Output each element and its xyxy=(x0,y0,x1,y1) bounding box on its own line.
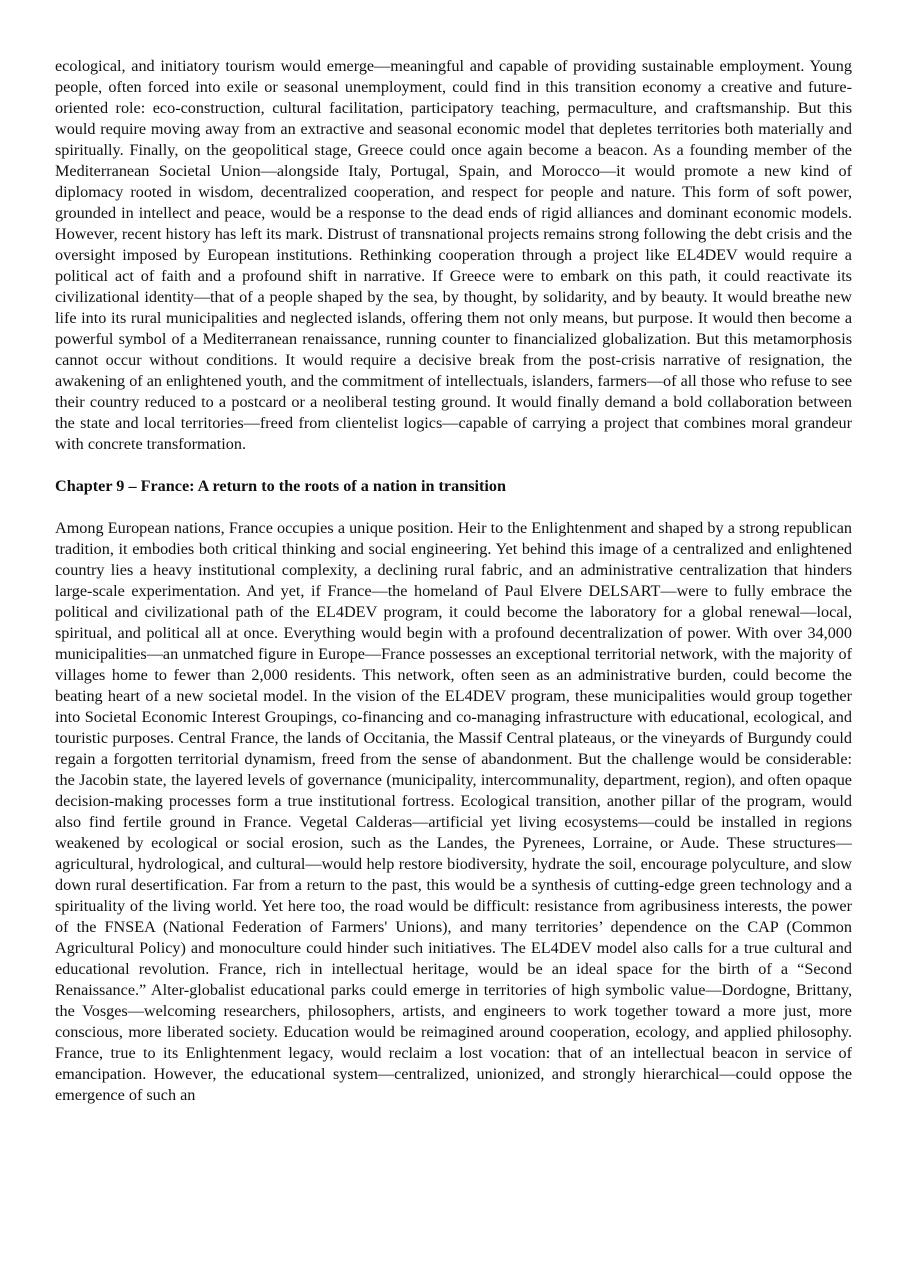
document-page xyxy=(55,56,852,1106)
intro-paragraph: ecological, and initiatory tourism would emerge—meaningful and capable of providing sustainable employment. Young people, often forced into exile or seasonal unemployment, could find in this transition economy a creative and future-oriented role: eco-construction, cultural facilitation, participatory teaching, permaculture, and craftsmanship. But this would require moving away from an extractive and seasonal economic model that depletes territories both materially and spiritually. Finally, on the geopolitical stage, Greece could once again become a beacon. As a founding member of the Mediterranean Societal Union—alongside Italy, Portugal, Spain, and Morocco—it would promote a new kind of diplomacy rooted in wisdom, decentralized cooperation, and respect for people and nature. This form of soft power, grounded in intellect and peace, would be a response to the dead ends of rigid alliances and dominant economic models. However, recent history has left its mark. Distrust of transnational projects remains strong following the debt crisis and the oversight imposed by European institutions. Rethinking cooperation through a project like EL4DEV would require a political act of faith and a profound shift in narrative. If Greece were to embark on this path, it could reactivate its civilizational identity—that of a people shaped by the sea, by thought, by solidarity, and by beauty. It would breathe new life into its rural municipalities and neglected islands, offering them not only means, but purpose. It would then become a powerful symbol of a Mediterranean renaissance, running counter to financialized globalization. But this metamorphosis cannot occur without conditions. It would require a decisive break from the post-crisis narrative of resignation, the awakening of an enlightened youth, and the commitment of intellectuals, islanders, farmers—of all those who refuse to see their country reduced to a postcard or a neoliberal testing ground. It would finally demand a bold collaboration between the state and local territories—freed from clientelist logics—capable of carrying a project that combines moral grandeur with concrete transformation. xyxy=(55,57,852,453)
chapter-paragraph: Among European nations, France occupies a unique position. Heir to the Enlightenment and shaped by a strong republican tradition, it embodies both critical thinking and social engineering. Yet behind this image of a centralized and enlightened country lies a heavy institutional complexity, a declining rural fabric, and an administrative centralization that hinders large-scale experimentation. And yet, if France—the homeland of Paul Elvere DELSART—were to fully embrace the political and civilizational path of the EL4DEV program, it could become the laboratory for a global renewal—local, spiritual, and political all at once. Everything would begin with a profound decentralization of power. With over 34,000 municipalities—an unmatched figure in Europe—France possesses an exceptional territorial network, with the majority of villages home to fewer than 2,000 residents. This network, often seen as an administrative burden, could become the beating heart of a new societal model. In the vision of the EL4DEV program, these municipalities would group together into Societal Economic Interest Groupings, co-financing and co-managing infrastructure with educational, ecological, and touristic purposes. Central France, the lands of Occitania, the Massif Central plateaus, or the vineyards of Burgundy could regain a forgotten territorial dynamism, freed from the sense of abandonment. But the challenge would be considerable: the Jacobin state, the layered levels of governance (municipality, intercommunality, department, region), and often opaque decision-making processes form a true institutional fortress. Ecological transition, another pillar of the program, would also find fertile ground in France. Vegetal Calderas—artificial yet living ecosystems—could be installed in regions weakened by ecological or social erosion, such as the Landes, the Pyrenees, Lorraine, or Aude. These structures—agricultural, hydrological, and cultural—would help restore biodiversity, hydrate the soil, encourage polyculture, and slow down rural desertification. Far from a return to the past, this would be a synthesis of cutting-edge green technology and a spirituality of the living world. Yet here too, the road would be difficult: resistance from agribusiness interests, the power of the FNSEA (National Federation of Farmers' Unions), and many territories’ dependence on the CAP (Common Agricultural Policy) and monoculture could hinder such initiatives. The EL4DEV model also calls for a true cultural and educational revolution. France, rich in intellectual heritage, would be an ideal space for the birth of a “Second Renaissance.” Alter-globalist educational parks could emerge in territories of high symbolic value—Dordogne, Brittany, the Vosges—welcoming researchers, philosophers, artists, and engineers to work together toward a more just, more conscious, more liberated society. Education would be reimagined around cooperation, ecology, and applied philosophy. France, true to its Enlightenment legacy, would reclaim a lost vocation: that of an intellectual beacon in service of emancipation. However, the educational system—centralized, unionized, and strongly hierarchical—could oppose the emergence of such an xyxy=(55,519,852,1104)
chapter-heading: Chapter 9 – France: A return to the roots of a nation in transition xyxy=(55,477,506,495)
